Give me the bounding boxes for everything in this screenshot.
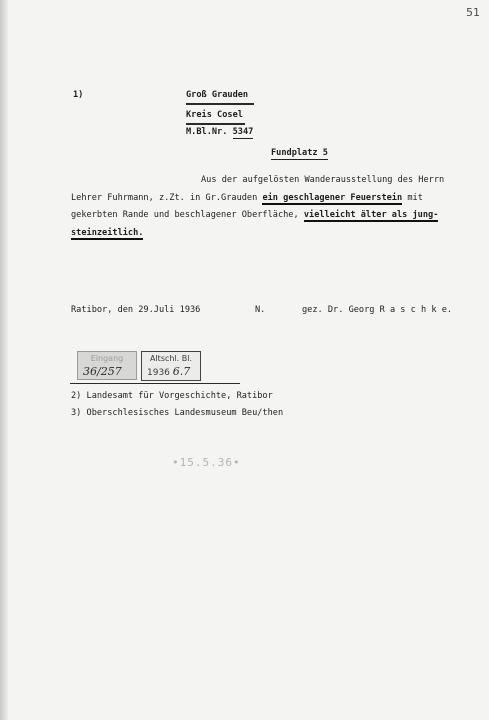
description-line-1: Aus der aufgelösten Wanderausstellung des Herrn: [201, 175, 445, 185]
typist-initial: N.: [255, 305, 266, 315]
underlined-dating: vielleicht älter als jung-: [303, 210, 439, 220]
map-sheet: [186, 127, 253, 137]
archive-stamp: [141, 351, 201, 381]
received-stamp-number: 36/257: [83, 365, 122, 378]
scan-edge: [0, 0, 8, 720]
item-number: 1): [73, 90, 84, 100]
underlined-find: ein geschlagener Feuerstein: [262, 192, 403, 203]
archive-stamp-number: 6.7: [172, 365, 191, 378]
map-sheet-number: 5347: [232, 127, 254, 137]
description-line-3: gekerbten Rande und beschlagener Oberfläche, vielleicht älter als jung-: [71, 210, 439, 220]
description-text: [71, 172, 473, 242]
received-stamp-label: Eingang: [90, 354, 124, 363]
map-sheet-label: M.Bl.Nr.: [186, 127, 228, 137]
district-underline: [186, 123, 245, 125]
received-stamp: [77, 351, 137, 380]
site-label: Fundplatz 5: [271, 148, 328, 158]
description-line-2: Lehrer Fuhrmann, z.Zt. in Gr.Grauden ein geschlagener Feuerstein mit: [71, 192, 423, 203]
signature-line: gez. Dr. Georg R a s c h k e.: [302, 305, 453, 315]
underlined-dating-end: steinzeitlich.: [71, 227, 144, 238]
district-name: Kreis Cosel: [186, 110, 243, 120]
place-underline: [186, 103, 254, 105]
archive-stamp-label: Altschl. Bl.: [149, 354, 193, 363]
site-number: [271, 148, 328, 158]
distribution-divider: [70, 383, 240, 384]
distribution-item-2: 2) Landesamt für Vorgeschichte, Ratibor: [71, 391, 273, 401]
date-line: Ratibor, den 29.Juli 1936: [71, 305, 201, 315]
place-name: Groß Grauden: [186, 90, 249, 100]
distribution-item-3: 3) Oberschlesisches Landesmuseum Beu/then: [71, 408, 284, 418]
archive-stamp-year: 1936: [147, 368, 170, 378]
description-line-4: [71, 225, 473, 243]
faint-date-stamp: •15.5.36•: [172, 456, 241, 469]
page-number: 51: [466, 6, 480, 19]
